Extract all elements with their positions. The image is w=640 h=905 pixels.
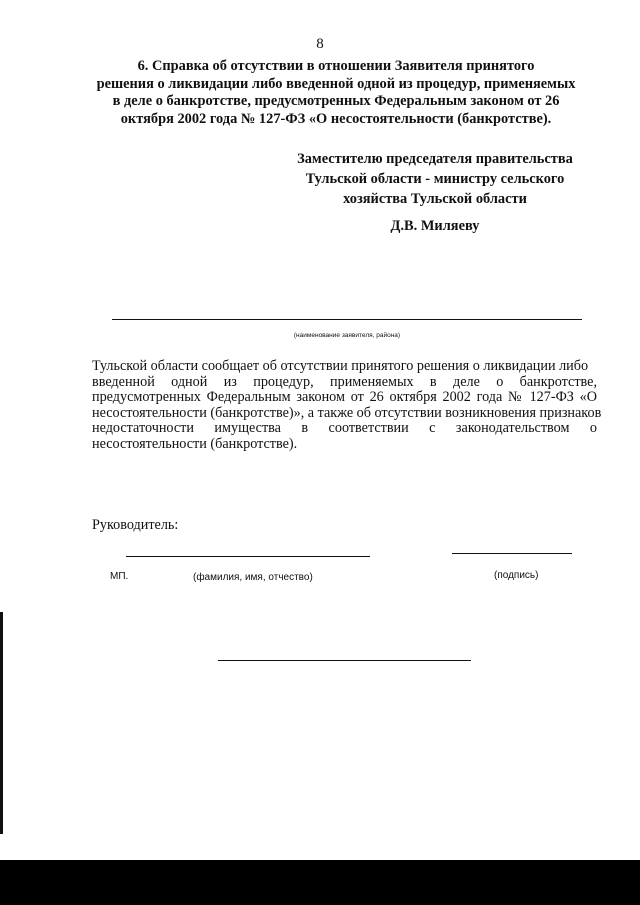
- heading-line: октября 2002 года № 127-ФЗ «О несостоятельности (банкротстве).: [120, 110, 552, 127]
- addressee-line: Заместителю председателя правительства: [297, 151, 573, 167]
- body-line: предусмотренных Федеральным законом от 26 октября 2002 года № 127-ФЗ «О: [92, 389, 597, 406]
- director-label: Руководитель:: [92, 517, 179, 533]
- addressee-line: Тульской области - министру сельского: [305, 171, 565, 187]
- scan-bottom-border: [0, 860, 640, 905]
- stamp-label: МП.: [110, 571, 129, 582]
- signature-caption: (подпись): [494, 570, 539, 581]
- body-line: Тульской области сообщает об отсутствии принятого решения о ликвидации либо: [92, 358, 589, 374]
- addressee-block: [280, 149, 590, 209]
- addressee-name: Д.В. Миляеву: [390, 218, 480, 234]
- scan-edge-shadow: [0, 612, 3, 834]
- body-line: несостоятельности (банкротстве).: [92, 435, 298, 452]
- bottom-line: [218, 660, 471, 661]
- heading-line: решения о ликвидации либо введенной одной из процедур, применяемых: [96, 75, 576, 92]
- body-line: недостаточности имущества в соответствии с законодательством о: [92, 420, 597, 437]
- document-heading: [86, 58, 586, 128]
- name-caption: (фамилия, имя, отчество): [193, 572, 313, 583]
- body-line: несостоятельности (банкротстве)», а также об отсутствии возникновения признаков: [92, 404, 602, 421]
- signature-line: [452, 553, 572, 554]
- heading-line: в деле о банкротстве, предусмотренных Федеральным законом от 26: [112, 93, 560, 109]
- applicant-caption: (наименование заявителя, района): [293, 332, 401, 339]
- applicant-name-line: [112, 319, 582, 320]
- certificate-body: [92, 358, 602, 453]
- addressee-line: хозяйства Тульской области: [343, 191, 527, 207]
- director-name-line: [126, 556, 370, 557]
- page-number: 8: [316, 36, 324, 52]
- body-line: введенной одной из процедур, применяемых в деле о банкротстве,: [92, 373, 597, 390]
- heading-line: 6. Справка об отсутствии в отношении Заявителя принятого: [137, 58, 535, 74]
